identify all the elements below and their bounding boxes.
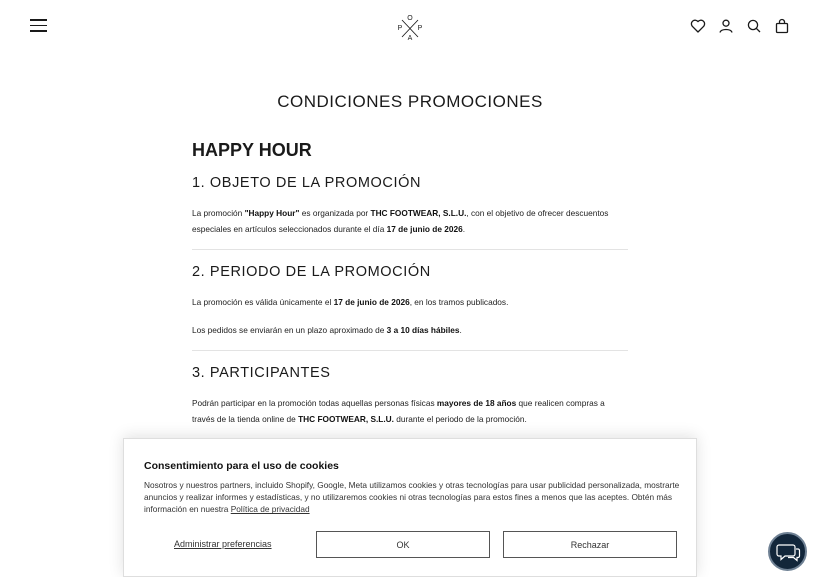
logo-letter-left: P: [397, 25, 403, 32]
chat-button[interactable]: [768, 532, 807, 571]
search-icon[interactable]: [746, 18, 762, 34]
divider: [192, 249, 628, 250]
section-3-heading: 3. PARTICIPANTES: [192, 365, 331, 381]
section-2-paragraph-2: Los pedidos se enviarán en un plazo aproximado de 3 a 10 días hábiles.: [192, 325, 462, 335]
divider: [192, 350, 628, 351]
logo-letter-right: P: [417, 25, 423, 32]
cookie-consent-banner: [123, 438, 697, 577]
heart-icon[interactable]: [690, 18, 706, 34]
section-1-heading: 1. OBJETO DE LA PROMOCIÓN: [192, 175, 422, 191]
ok-button[interactable]: OK: [316, 531, 490, 558]
chat-icon: [775, 541, 801, 563]
cookie-title: Consentimiento para el uso de cookies: [144, 460, 339, 472]
reject-button[interactable]: Rechazar: [503, 531, 677, 558]
promo-conditions: [192, 140, 628, 439]
site-logo[interactable]: [396, 13, 424, 41]
logo-letter-bottom: A: [407, 35, 413, 41]
section-3-paragraph: Podrán participar en la promoción todas aquellas personas físicas mayores de 18 años que realicen compras a través de la tienda online de THC FOOTWEAR, S.L.U. durante el periodo de la promoción.: [192, 398, 605, 424]
privacy-policy-link[interactable]: Política de privacidad: [230, 504, 310, 515]
section-2-paragraph-1: La promoción es válida únicamente el 17 de junio de 2026, en los tramos publicados.: [192, 297, 509, 307]
menu-icon[interactable]: [30, 19, 47, 33]
user-icon[interactable]: [718, 18, 734, 34]
manage-preferences-link[interactable]: Administrar preferencias: [174, 539, 272, 549]
logo-letter-top: O: [407, 15, 413, 22]
page-title: CONDICIONES PROMOCIONES: [277, 92, 543, 111]
site-header: [0, 0, 820, 55]
bag-icon[interactable]: [774, 18, 790, 34]
section-2-heading: 2. PERIODO DE LA PROMOCIÓN: [192, 264, 431, 280]
happy-hour-heading: HAPPY HOUR: [192, 140, 312, 160]
cookie-text: Nosotros y nuestros partners, incluido Shopify, Google, Meta utilizamos cookies y otras tecnologías para usar publicidad personalizada, mostrarte anuncios y realizar informes y estadísticas, y no utilizaremos cookies ni otras tecnologías para estos fines a menos que las aceptes. Obtén más información en nuestra Política de privacidad: [144, 480, 680, 515]
section-1-paragraph: La promoción "Happy Hour" es organizada por THC FOOTWEAR, S.L.U., con el objetivo de ofrecer descuentos especiales en artículos seleccionados durante el día 17 de junio de 2026.: [192, 208, 609, 234]
